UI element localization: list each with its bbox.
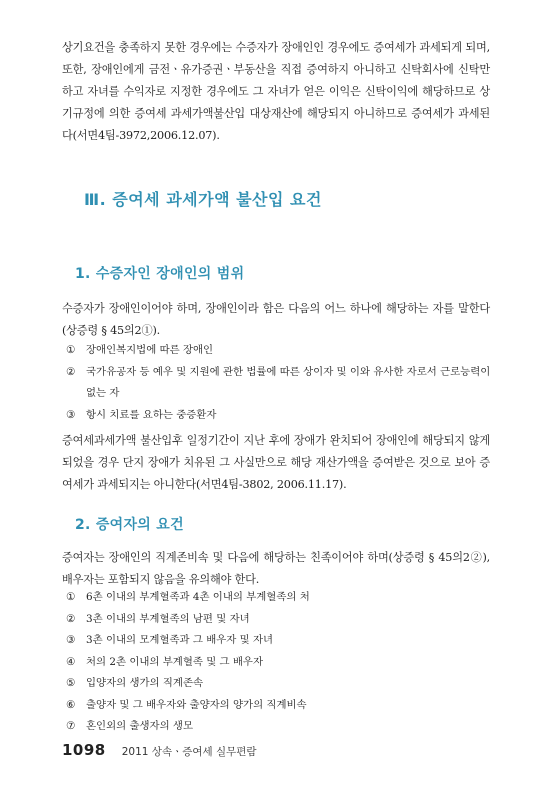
subsection-title: 2. 증여자의 요건 bbox=[75, 517, 184, 533]
disabled-person-criteria-list bbox=[66, 340, 494, 426]
donor-relatives-list bbox=[66, 587, 494, 738]
list-item bbox=[66, 673, 494, 695]
list-item-text: 3촌 이내의 모계혈족과 그 배우자 및 자녀 bbox=[86, 634, 274, 646]
list-item-text: 항시 치료를 요하는 중증환자 bbox=[86, 408, 217, 421]
subsection-closing-paragraph: 증여세과세가액 불산입후 일정기간이 지난 후에 장애가 완치되어 장애인에 해당되지 않게 되었을 경우 단지 장애가 치유된 그 사실만으로 해당 재산가액을 증여받은 것으로 보아 증여세가 과세되지는 아니한다(서면4팀-3802, 2006.11.17). bbox=[62, 434, 490, 491]
list-item bbox=[66, 609, 494, 631]
list-item-number: ① bbox=[66, 344, 76, 356]
subsection-lead-paragraph: 수증자가 장애인이어야 하며, 장애인이라 함은 다음의 어느 하나에 해당하는 자를 말한다(상증령 § 45의2①). bbox=[62, 302, 490, 337]
list-item-number: ① bbox=[66, 591, 76, 603]
list-item-number: ④ bbox=[66, 655, 76, 668]
list-item-number: ⑦ bbox=[66, 720, 76, 732]
list-item-number: ⑤ bbox=[66, 677, 76, 689]
list-item bbox=[66, 695, 494, 717]
list-item bbox=[66, 340, 494, 362]
list-item-number: ③ bbox=[66, 408, 76, 421]
list-item bbox=[66, 362, 494, 405]
list-item bbox=[66, 587, 494, 609]
list-item-text: 국가유공자 등 예우 및 지원에 관한 법률에 따른 상이자 및 이와 유사한 자로서 근로능력이 없는 자 bbox=[86, 365, 491, 399]
subsection-title: 1. 수증자인 장애인의 범위 bbox=[75, 266, 245, 282]
list-item bbox=[66, 630, 494, 652]
list-item-text: 처의 2촌 이내의 부계혈족 및 그 배우자 bbox=[86, 655, 263, 668]
list-item-number: ② bbox=[66, 612, 76, 625]
intro-paragraph: 상기요건을 충족하지 못한 경우에는 수증자가 장애인인 경우에도 증여세가 과세되게 되며, 또한, 장애인에게 금전ㆍ유가증권ㆍ부동산을 직접 증여하지 아니하고 신탁회사에 신탁만 하고 자녀를 수익자로 지정한 경우에도 그 자녀가 얻은 이익은 신탁이익에 해당하므로 상기규정에 의한 증여세 과세가액불산입 대상재산에 해당되지 아니하므로 증여세가 과세된다(서면4팀-3972,2006.12.07). bbox=[62, 41, 490, 142]
list-item-text: 6촌 이내의 부계혈족과 4촌 이내의 부계혈족의 처 bbox=[86, 591, 310, 603]
list-item-number: ⑥ bbox=[66, 698, 76, 711]
book-title: 2011 상속ㆍ증여세 실무편람 bbox=[121, 746, 257, 758]
page-number: 1098 bbox=[62, 741, 106, 759]
list-item-text: 혼인외의 출생자의 생모 bbox=[86, 720, 193, 732]
list-item bbox=[66, 405, 494, 427]
list-item-text: 3촌 이내의 부계혈족의 남편 및 자녀 bbox=[86, 612, 250, 625]
page-footer bbox=[62, 741, 257, 759]
list-item bbox=[66, 716, 494, 738]
list-item bbox=[66, 652, 494, 674]
list-item-number: ③ bbox=[66, 634, 76, 646]
section-title: Ⅲ. 증여세 과세가액 불산입 요건 bbox=[84, 190, 322, 209]
list-item-text: 입양자의 생가의 직계존속 bbox=[86, 677, 204, 689]
list-item-text: 출양자 및 그 배우자와 출양자의 양가의 직계비속 bbox=[86, 698, 307, 711]
list-item-text: 장애인복지법에 따른 장애인 bbox=[86, 344, 214, 356]
list-item-number: ② bbox=[66, 365, 76, 378]
subsection-lead-paragraph: 증여자는 장애인의 직계존비속 및 다음에 해당하는 친족이어야 하며(상증령 § 45의2②), 배우자는 포함되지 않음을 유의해야 한다. bbox=[62, 551, 490, 586]
